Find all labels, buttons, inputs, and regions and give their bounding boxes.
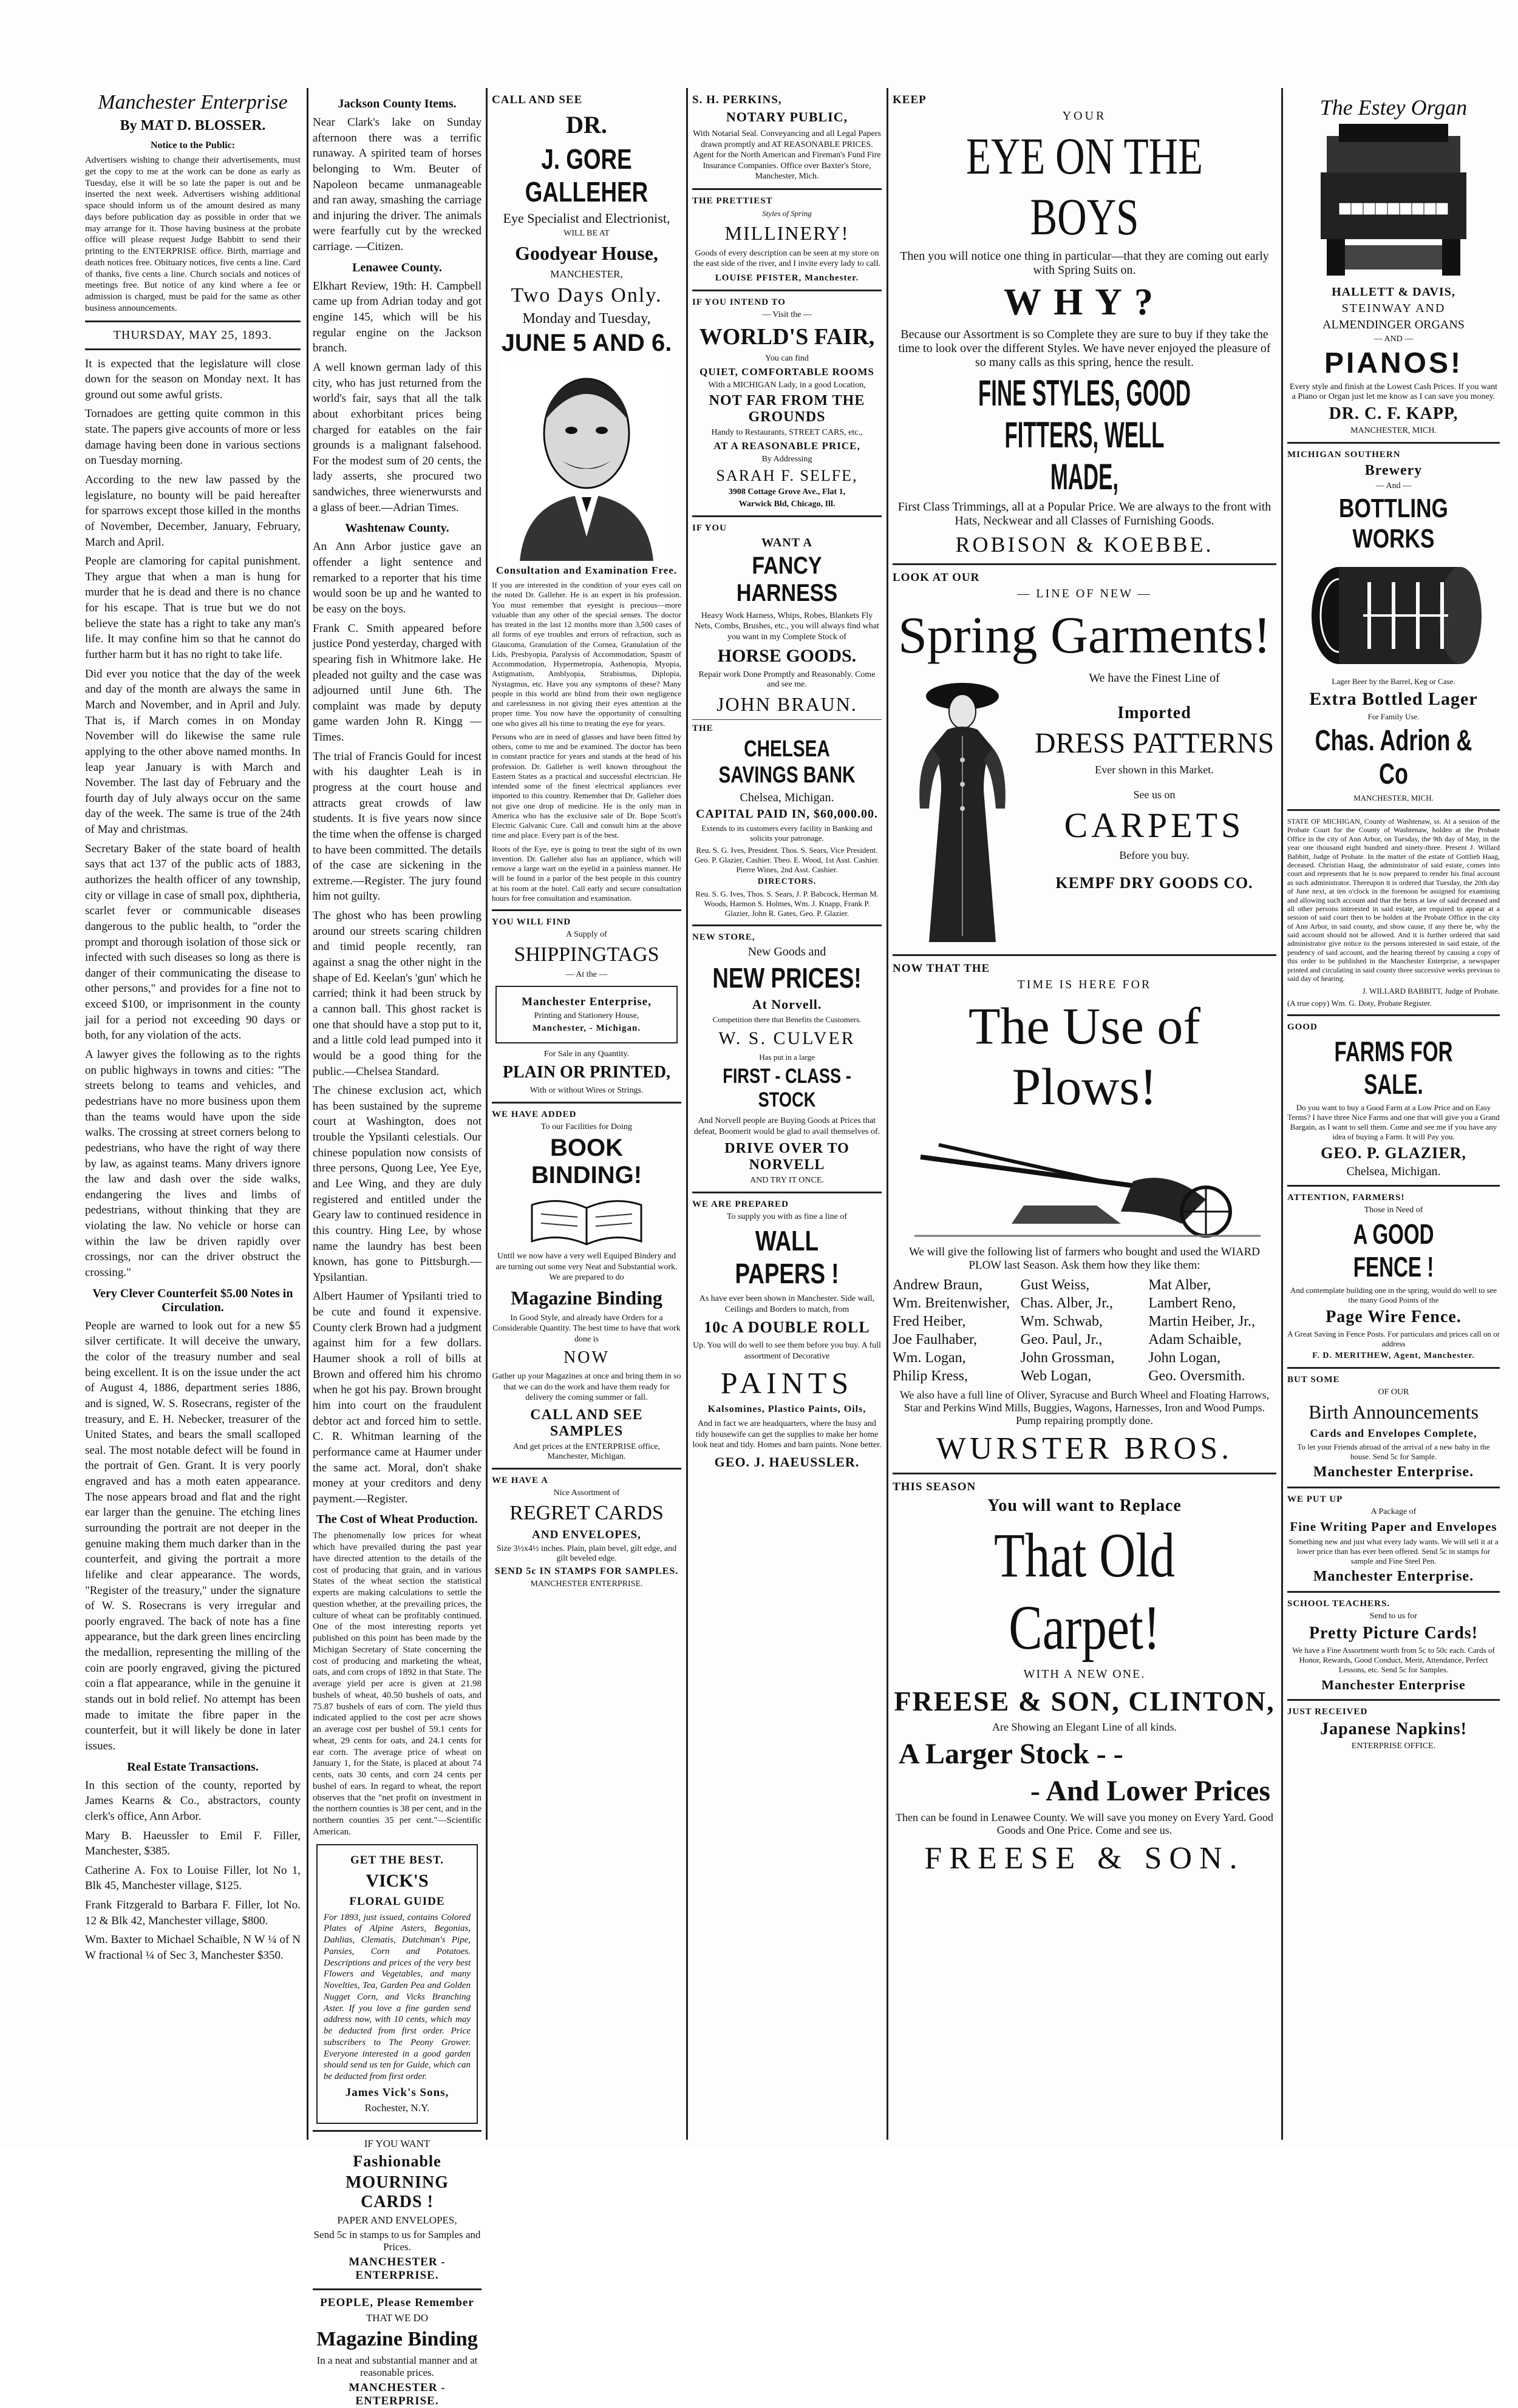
napkin-pre: JUST RECEIVED <box>1287 1707 1368 1717</box>
fair-handy: Handy to Restaurants, STREET CARS, etc., <box>711 427 863 437</box>
glazier-city: Chelsea, Michigan. <box>1346 1165 1441 1179</box>
mourning-small: Send 5c in stamps to us for Samples and Prices. <box>313 2228 481 2253</box>
store-pre: NEW STORE, <box>692 932 755 942</box>
dateline: THURSDAY, MAY 25, 1893. <box>113 328 273 342</box>
brew-and: — And — <box>1375 481 1412 490</box>
regret-env: AND ENVELOPES, <box>532 1528 641 1541</box>
tags-strings: With or without Wires or Strings. <box>529 1086 644 1095</box>
dates-line2: JUNE 5 AND 6. <box>501 330 672 356</box>
vick-sign: James Vick's Sons, <box>345 2086 449 2099</box>
bank-capital: CAPITAL PAID IN, $60,000.00. <box>695 807 879 821</box>
vick-subtitle: FLORAL GUIDE <box>349 1894 445 1908</box>
tags-title: SHIPPINGTAGS <box>514 943 659 966</box>
spring-imported: Imported <box>1117 704 1191 722</box>
school-text: We have a Fine Assortment worth from 5c to 50c each. Cards of Honor, Rewards, Good Conduct, Merit, Attendance, Perfect Lessons, etc. Send 5c for Samples. <box>1292 1646 1495 1675</box>
paper-sub: To supply you with as fine a line of <box>726 1212 848 1221</box>
bottling-title: BOTTLING WORKS <box>1339 493 1448 554</box>
birth-pre: BUT SOME <box>1287 1375 1340 1385</box>
mourning-pre: IF YOU WANT <box>364 2137 431 2149</box>
organ-illustration <box>1302 124 1485 282</box>
bind-text2: In Good Style, and already have Orders for a Considerable Quantity. The best time to have that work done is <box>492 1313 681 1344</box>
harness-repair: Repair work Done Promptly and Reasonably. Come and see me. <box>698 670 876 689</box>
harness-title: FANCY HARNESS <box>736 552 838 606</box>
glazier-name: GEO. P. GLAZIER, <box>1321 1144 1466 1162</box>
paper-text: As have ever been shown in Manchester. Side wall, Ceilings and Borders to match, from <box>699 1294 875 1314</box>
paper-title: WALL PAPERS ! <box>735 1225 839 1289</box>
people-sub: THAT WE DO <box>366 2311 429 2324</box>
lager-small: Lager Beer by the Barrel, Keg or Case. <box>1332 677 1455 686</box>
brew-pre: MICHIGAN SOUTHERN <box>1287 450 1401 460</box>
paragraph: People are clamoring for capital punishment. They argue that when a man is hung for murder that he is dead and there is no chance for his escape. That is true but we do not believe the state has a right to take any man's life. It may confine him so that he cannot do further harm but it has no right to take life. <box>85 555 301 662</box>
consultation-text2: Persons who are in need of glasses and have been fitted by others, come to me and be examined. The doctor has been in constant practice for years and stands at the head of his profession. Dr. Galleher is well known throughout the Eastern States as a practical and successful electrician. He intended some of the finest electrical appliances ever imported to this country. Remember that Dr. Galleher does not give one drop of medicine. He is the only man in America who has the exclusive sale of Dr. Bope Scott's Electric Galvanic Cure. Call and consult him at the above time and place. Every part is of the best. <box>492 731 681 840</box>
birth-sub: OF OUR <box>1378 1388 1409 1397</box>
fair-addr: 3908 Cottage Grove Ave., Flat 1, <box>728 487 846 497</box>
farmer-name: Wm. Breitenwisher, <box>893 1295 1010 1311</box>
napkin-place: ENTERPRISE OFFICE. <box>1351 1742 1436 1751</box>
paints-name: GEO. J. HAEUSSLER. <box>714 1454 860 1470</box>
goodyear-house: Goodyear House, <box>515 242 658 264</box>
consultation-heading: Consultation and Examination Free. <box>495 565 678 576</box>
season-label: THIS SEASON <box>893 1480 976 1493</box>
carpet-title: That Old Carpet! <box>993 1521 1176 1663</box>
regret-small: Size 3½x4½ inches. Plain, plain bevel, gilt edge, and gilt beveled edge. <box>496 1544 677 1563</box>
birth-cards: Cards and Envelopes Complete, <box>1310 1427 1477 1440</box>
robison-name: ROBISON & KOEBBE. <box>955 532 1214 557</box>
writing-sub: A Package of <box>1370 1507 1417 1517</box>
tags-sale: For Sale in any Quantity. <box>543 1050 630 1059</box>
vick-ad <box>316 1844 478 2124</box>
fair-not-far: NOT FAR FROM THE GROUNDS <box>709 392 865 425</box>
bank-text: Extends to its customers every facility in Banking and solicits your patronage. <box>701 824 873 843</box>
writing-text: Something new and just what every lady wants. We will sell it at a lower price than has ever been offered. Send 5c in stamps for sample and Fine Steel Pen. <box>1288 1537 1499 1566</box>
lower-prices: - And Lower Prices <box>1030 1775 1270 1807</box>
real-estate-heading: Real Estate Transactions. <box>127 1760 259 1774</box>
almendinger: ALMENDINGER ORGANS <box>1322 318 1465 331</box>
farmer-name: Philip Kress, <box>893 1368 968 1384</box>
galleher-title: Eye Specialist and Electrionist, <box>503 211 670 226</box>
organ-title: The Estey Organ <box>1319 95 1468 120</box>
column-rule <box>486 88 488 2140</box>
doctor-portrait-illustration <box>502 361 672 561</box>
regret-sub: Nice Assortment of <box>553 1488 620 1497</box>
paragraph: It is expected that the legislature will close down for the season on Monday next. It has ground out some awful grists. <box>85 357 301 401</box>
adrion-city: MANCHESTER, MICH. <box>1353 793 1434 802</box>
extra-lager: Extra Bottled Lager <box>1309 689 1478 709</box>
byline: By MAT D. BLOSSER. <box>120 118 266 134</box>
bank-directors: Reu. S. G. Ives, Thos. S. Sears, J. P. Babcock, Herman M. Woods, Harmon S. Holmes, Wm. J. Knapp, Frank P. Glazier, John R. Gates, Geo. P. Glazier. <box>695 889 879 918</box>
consultation-text: If you are interested in the condition of your eyes call on the noted Dr. Galleher. He is an expert in his profession. You must remember that eyesight is precious—more valuable than any other of the special senses. The doctor has treated in the last 12 months more than 3,500 cases of all forms of eye troubles and errors of refraction, such as Glaucoma, Granulation of the Cornea, Granulation of the Lids, Presbyopia, Paralysis of Accommodation, Spasm of Accommodation, Hypermetropia, Asthenopia, Myopia, Astigmatism, Amblyopia, Strabismus, Diplopia, Nystagmus, etc. Have you any symptoms of these? Many people in this world are blind from their own negligence and carelessness in not giving their eyes attention at the proper time. You now have the opportunity of consulting one who gives all his time to treating the eye for years. <box>492 580 681 728</box>
school-title: Pretty Picture Cards! <box>1309 1624 1479 1643</box>
paragraph: Near Clark's lake on Sunday afternoon there was a terrific runaway. A spirited team of horses belonging to Wm. Beuter of Napoleon became unmanageable and ran away, smashing the carriage and injuring the driver. The animals were fearfully cut by the wrecked carriage. —Citizen. <box>313 116 482 254</box>
freese-sign: FREESE & SON. <box>924 1841 1245 1876</box>
farmer-name: Wm. Logan, <box>893 1350 966 1366</box>
wheat-heading: The Cost of Wheat Production. <box>316 1513 478 1527</box>
paper-roll: 10c A DOUBLE ROLL <box>704 1318 870 1336</box>
bind-prices: And get prices at the ENTERPRISE office, Manchester, Michigan. <box>513 1442 660 1461</box>
plow-illustration <box>902 1121 1267 1242</box>
spring-see: See us on <box>1133 789 1176 801</box>
mourning-title1: Fashionable <box>353 2152 441 2170</box>
call-and-see: CALL AND SEE <box>492 93 583 106</box>
regret-send: SEND 5c IN STAMPS FOR SAMPLES. <box>494 1565 679 1576</box>
bind-pre: WE HAVE ADDED <box>492 1110 577 1119</box>
will-be-at: WILL BE AT <box>563 229 610 238</box>
counterfeit-heading: Very Clever Counterfeit $5.00 Notes in Circulation. <box>92 1286 293 1314</box>
estate-item: Wm. Baxter to Michael Schaible, N W ¼ of N W fractional ¼ of Sec 3, Manchester $350. <box>85 1933 301 1962</box>
column-rule <box>686 88 688 2140</box>
vick-body: For 1893, just issued, contains Colored Plates of Alpine Asters, Begonias, Dahlias, Clematis, Dutchman's Pipe, Pansies, Corn and Potatoes. Descriptions and prices of the very best Flowers and Vegetables, and many Novelties, Tea, Garden Pea and Golden Nugget Corn, and Vicks Branching Aster. If you love a fine garden send address now, with 10 cents, which may be deducted from first order. Price subscribers to The Peony Grower. Everyone interested in a good garden should send us ten for Guide, which can be deducted from first order. <box>324 1912 471 2082</box>
notary-title: NOTARY PUBLIC, <box>726 109 848 124</box>
paper-pre: WE ARE PREPARED <box>692 1199 789 1209</box>
vick-get: GET THE BEST. <box>350 1853 444 1867</box>
fair-price: AT A REASONABLE PRICE, <box>713 439 860 452</box>
paints-sub: Kalsomines, Plastico Paints, Oils, <box>707 1404 866 1414</box>
fine-title: FINE STYLES, GOOD FITTERS, WELL MADE, <box>978 373 1191 497</box>
look-label: LOOK AT OUR <box>893 571 980 584</box>
line-label: — LINE OF NEW — <box>1017 587 1152 600</box>
birth-place: Manchester Enterprise. <box>1313 1464 1474 1480</box>
adrion-name: Chas. Adrion & Co <box>1315 725 1472 790</box>
steinway: STEINWAY AND <box>1341 302 1446 315</box>
millinery-sub: Styles of Spring <box>762 208 812 218</box>
why-text: Because our Assortment is so Complete they are sure to buy if they take the time to look over the different Styles. We have never enjoyed the pleasure of so many calls as this spring, hence the result. <box>898 328 1271 369</box>
fair-lady: With a MICHIGAN Lady, in a good Location, <box>708 380 866 390</box>
elegant-line: Are Showing an Elegant Line of all kinds. <box>992 1721 1177 1733</box>
farmer-name: Web Logan, <box>1020 1368 1092 1384</box>
eye-title: EYE ON THE BOYS <box>965 127 1203 246</box>
harness-goods: HORSE GOODS. <box>717 646 857 666</box>
masthead: Manchester Enterprise <box>98 91 288 114</box>
farmer-name: John Grossman, <box>1020 1350 1115 1366</box>
washtenaw-heading: Washtenaw County. <box>345 521 449 535</box>
paragraph: According to the new law passed by the legislature, no bounty will be paid hereafter for sparrows except those killed in the months of November, December, January, February, March and April. <box>85 473 301 549</box>
bank-city: Chelsea, Michigan. <box>740 791 834 804</box>
farms-pre: GOOD <box>1287 1022 1318 1033</box>
perkins-name: S. H. PERKINS, <box>692 93 782 106</box>
box-city: Manchester, - Michigan. <box>532 1023 641 1033</box>
school-sub: Send to us for <box>1369 1612 1418 1621</box>
mourning-title2: MOURNING CARDS ! <box>345 2172 449 2211</box>
regret-place: MANCHESTER ENTERPRISE. <box>530 1579 643 1589</box>
mourning-place: MANCHESTER - ENTERPRISE. <box>349 2255 446 2282</box>
two-days: Two Days Only. <box>511 284 662 307</box>
page-text: A Great Saving in Fence Posts. For particulars and prices call on or address <box>1287 1329 1500 1349</box>
fair-city: Warwick Bld, Chicago, Ill. <box>738 499 836 509</box>
plows-list-intro: We will give the following list of farmers who bought and used the WIARD PLOW last Season. Ask them how they like them: <box>908 1246 1261 1272</box>
fence-sub: Those in Need of <box>1364 1206 1423 1215</box>
plows-now: NOW THAT THE <box>893 962 990 975</box>
notice-text: Advertisers wishing to change their advertisements, must get the copy to me at the work can be done as early as Tuesday, else it will be so late the paper is out and be inserted the next week. Advertisers wishing additional space should inform us of the amount desired as many days before publication day as possible in order that we may arrange for it. Those having business at the probate office will please request Judge Babbitt to send their printing to the ENTERPRISE office. Birth, marriage and death notices free. Obituary notices, five cents a line. Card of thanks, five cents a line. Church socials and notices of meetings free. But notice of any kind where a fee or admission is charged, must be paid for the same as other business announcements. <box>85 155 301 313</box>
paragraph: The ghost who has been prowling around our streets scaring children and timid people recently, ran against a snag the other night in the shape of Ed. Keelan's 'gun' which he carried; think it had been struck by a cannon ball. This ghost racket is one that should have a stop put to it, and a little cold lead pumped into it would be a good thing for the public.—Chelsea Standard. <box>313 909 482 1078</box>
paragraph: Secretary Baker of the state board of health says that act 137 of the public acts of 1883, authorizes the health officer of any township, city or village in case of small pox, diphtheria, scarlet fever or communicable diseases dangerous to the public health, to "order the prompt and thorough isolation of those sick or infected with such diseases so long as there is danger of their communicating the disease to other persons," and provides for a fine not to exceed $100, or imprisonment in the county jail for a period not exceeding 90 days or both, for any violation of the acts. <box>85 842 301 1042</box>
store-comp: Competition there that Benefits the Customers. <box>712 1015 862 1024</box>
harness-want: WANT A <box>761 535 812 549</box>
probate-copy: (A true copy) Wm. G. Doty, Probate Register. <box>1287 999 1432 1008</box>
people-small: In a neat and substantial manner and at reasonable prices. <box>316 2354 478 2378</box>
fair-by: By Addressing <box>761 454 812 464</box>
fence-title: A GOOD FENCE ! <box>1353 1218 1434 1283</box>
farmer-name: Geo. Paul, Jr., <box>1020 1332 1103 1348</box>
birth-title: Birth Announcements <box>1309 1401 1479 1423</box>
stock-text: And Norvell people are Buying Goods at Prices that defeat, Boomerit would be glad to avail themselves of. <box>693 1116 880 1136</box>
replace-label: You will want to Replace <box>987 1496 1182 1515</box>
probate-notice: STATE OF MICHIGAN, County of Washtenaw, ss. At a session of the Probate Court for the County of Washtenaw, holden at the Probate Office in the city of Ann Arbor, on Tuesday, the 9th day of May, in the year one thousand eight hundred and ninety-three. Present J. Willard Babbitt, Judge of Probate. In the matter of the estate of Gottlieb Haag, deceased. Christian Haag, the administrator of said estate, comes into court and represents that he is now prepared to render his final account as such administrator. Thereupon it is ordered that Tuesday, the 20th day of June next, at ten o'clock in the forenoon be assigned for examining and allowing such account and that the heirs at law of said deceased and all other persons interested in said estate, are required to appear at a session of said court then to be holden at the Probate Office in the city of Ann Arbor, in said county, and show cause, if any there be, why the said account should not be allowed. And it is further ordered that said administrator give notice to the persons interested in said estate, of the pendency of said account, and the hearing thereof by causing a copy of this order to be published in the Manchester Enterprise, a newspaper printed and circulating in said county three successive weeks previous to said day of hearing. <box>1287 817 1500 983</box>
open-book-icon <box>526 1193 647 1247</box>
paragraph: An Ann Arbor justice gave an offender a light sentence and remarked to a reporter that his time would soon be up and he wanted to be easy on the boys. <box>313 540 482 616</box>
paints-text: And in fact we are headquarters, where the busy and tidy housewife can get the supplies to make her home look neat and tidy. Homes and barn paints. None better. <box>692 1419 882 1450</box>
store-sub: New Goods and <box>747 945 826 958</box>
brewery: Brewery <box>1364 463 1423 478</box>
people-pre: PEOPLE, Please Remember <box>320 2296 474 2309</box>
farmer-name: Gust Weiss, <box>1020 1277 1090 1293</box>
millinery-title: MILLINERY! <box>724 222 849 244</box>
why-label: WHY? <box>1004 282 1165 323</box>
paragraph: A well known german lady of this city, who has just returned from the world's fair, says that all the talk about exhorbitant prices being charged for eatables on the fair grounds is a malignant falsehood. For the modest sum of 20 cents, the lady asserts, she procured two sandwiches, three wienerwursts and a glass of beer.—Adrian Times. <box>313 361 482 514</box>
column-1 <box>85 91 301 2137</box>
farmer-name: Fred Heiber, <box>893 1314 966 1329</box>
harness-name: JOHN BRAUN. <box>716 693 857 715</box>
paragraph: People are warned to look out for a new $5 silver certificate. It will deceive the unwary, the color of the treasury number and seal being excellent. It is on the issue under the act of August 4, 1886, department series 1886, and is signed, W. S. Rosecrans, register of the treasury, and E. H. Nebecker, treasurer of the United States, and bears the small scalloped seal. The most notable defect will be found in the portrait of Gen. Grant. It is very poorly engraved and has a moth eaten appearance. The nose appears broad and flat and the right ear larger than the genuine. The etching lines surrounding the portrait are not deeper in the genuine making them much darker than in the counterfeit, and giving the portrait a more lifelike and clear appearance. The words, "Register of the treasury," under the signature of W. S. Rosecrans is very irregular and poorly engraved. The back of note has a fine appearance, but the dark green lines encircling the medallion, representing the milling of the coin are poorly engraved, giving the pictured coin a flat appearance, while in the genuine it stands out in bold relief. No attempt has been made to imitate the fibre paper in the counterfeit, but it will likely be done in later issues. <box>85 1319 301 1752</box>
hallett: HALLETT & DAVIS, <box>1332 285 1455 299</box>
writing-pre: WE PUT UP <box>1287 1494 1343 1505</box>
fence-pre: ATTENTION, FARMERS! <box>1287 1193 1405 1203</box>
paragraph: The chinese exclusion act, which has been sustained by the supreme court at Washington, does not trouble the Ypsilanti celestials. Our chinese population now consists of three persons, Quong Lee, Yee Eye, and Lee Wing, and they are duly registered and entitled under the Geary law to continued residence in this country. Hing Lee, by whose name the laundry has best been known, has gone to Pittsburgh.—Ypsilantian. <box>313 1084 482 1284</box>
store-title: NEW PRICES! <box>712 962 862 994</box>
galleher-name: J. GORE GALLEHER <box>525 143 648 208</box>
paragraph: Frank C. Smith appeared before justice Pond yesterday, charged with spearing fish in Whitmore lake. He pleaded not guilty and the case was adjourned until June 6th. The complaint was made by deputy game warden John R. Kingg —Times. <box>313 622 482 744</box>
millinery-text: Goods of every description can be seen at my store on the east side of the river, and I invite every lady to call. <box>693 248 881 268</box>
town: MANCHESTER, <box>550 268 623 280</box>
spring-shown: Ever shown in this Market. <box>1095 764 1214 776</box>
bind-call: CALL AND SEE SAMPLES <box>530 1406 643 1439</box>
farmer-name: Mat Alber, <box>1148 1277 1211 1293</box>
paints-title: PAINTS <box>720 1366 854 1400</box>
stock-try: AND TRY IT ONCE. <box>750 1176 824 1185</box>
farmer-name: Lambert Reno, <box>1148 1295 1236 1311</box>
family-use: For Family Use. <box>1367 712 1420 721</box>
consultation-text3: Roots of the Eye, eye is going to treat the sight of its own invention. Dr. Galleher also has an appliance, which will remove a large wart on the eyelid in a painless manner. He will be found in a parlor of the best people in this country at his room at the hotel. Call early and secure consultation hours for free consultation and examination. <box>492 844 681 903</box>
paragraph: Did ever you notice that the day of the week and day of the month are always the same in March and November, and in April and July. That is, if March comes in on Monday November will do likewise the same rule applying to the other above named months. In leap year January is with March and November. The last day of February and the fourth day of July always occur on the same day of the week. The same is true of the 24th of May and christmas. <box>85 667 301 836</box>
bank-title: CHELSEA SAVINGS BANK <box>718 736 856 788</box>
fair-title: WORLD'S FAIR, <box>699 324 875 350</box>
spring-kempf: KEMPF DRY GOODS CO. <box>1055 874 1253 892</box>
estate-item: Catherine A. Fox to Louise Filler, lot No 1, Blk 45, Manchester village, $125. <box>85 1864 301 1893</box>
perkins-text: With Notarial Seal. Conveyancing and all Legal Papers drawn promptly and AT REASONABLE PRICES. Agent for the North American and Fireman's Fund Fire Insurance Companies. Office over Baxter's Store, Manchester, Mich. <box>693 129 881 181</box>
box-name: Manchester Enterprise, <box>522 995 652 1008</box>
stock-title: FIRST - CLASS - STOCK <box>723 1065 851 1111</box>
spring-body <box>893 669 1276 948</box>
store-at: At Norvell. <box>752 997 822 1012</box>
bind-text: Until we now have a very well Equiped Bindery and are turning out some very Neat and Substantial work. We are prepared to do <box>495 1252 678 1282</box>
millinery-name: LOUISE PFISTER, Manchester. <box>715 273 859 283</box>
lady-garment-illustration <box>893 669 1032 948</box>
notice-heading: Notice to the Public: <box>150 140 236 151</box>
bank-the: THE <box>692 724 713 733</box>
freese-clinton: FREESE & SON, CLINTON, <box>894 1686 1275 1717</box>
paragraph: A lawyer gives the following as to the rights on public highways in towns and cities: "The streets belong to teams and vehicles, and pedestrians have no more business upon them than the teams would have upon the side walks. The crossing at street corners belong to pedestrians, who have the right of way there by law, as against teams. Many drivers ignore the law and dash over the side walks, endangering the lives and limbs of pedestrians, without thinking that they are violating the law. No vehicle or horse can within the law be driven rapidly over crossings, nor can the driver obstruct the crossing." <box>85 1048 301 1280</box>
mourning-sub: PAPER AND ENVELOPES, <box>337 2214 457 2226</box>
spring-before: Before you buy. <box>1119 849 1190 861</box>
new-one: WITH A NEW ONE. <box>1023 1667 1146 1681</box>
bind-text3: Gather up your Magazines at once and bring them in so that we can do the work and have them ready for delivery the coming summer or fall. <box>492 1372 681 1402</box>
paragraph: Elkhart Review, 19th: H. Campbell came up from Adrian today and got engine 145, which will be his regular engine on the Jackson branch. <box>313 279 482 355</box>
larger-stock: A Larger Stock - - <box>899 1738 1123 1770</box>
fair-pre: IF YOU INTEND TO <box>692 297 786 307</box>
dr-label: DR. <box>566 111 607 138</box>
farmer-name: Martin Heiber, Jr., <box>1148 1314 1255 1329</box>
pianos-text: Every style and finish at the Lowest Cash Prices. If you want a Piano or Organ just let me know as I can save you money. <box>1289 382 1498 401</box>
tags-at: — At the — <box>565 970 608 979</box>
farmer-name: Andrew Braun, <box>893 1277 982 1293</box>
paragraph: Albert Haumer of Ypsilanti tried to be cute and found it expensive. County clerk Brown had a judgment against him for a few dollars. Haumer shook a roll of bills at Brown and offered him his chromo when he got his pay. Brown brought him into court on the fraudulent debtor act and forced him to settle. C. R. Whitman learning of the performance came at Haumer under the same act. Moral, don't shake money at your creditors and deny payment.—Register. <box>313 1290 482 1505</box>
probate-sign: J. WILLARD BABBITT, Judge of Probate. <box>1362 986 1500 996</box>
paragraph: The trial of Francis Gould for incest with his daughter Leah is in progress at the court house and attracts great crowds of law students. It is five years now since the time when the offense is charged to have been committed. The details of the case are sickening in the extreme.—Register. The jury found him not guilty. <box>313 750 482 903</box>
school-place: Manchester Enterprise <box>1321 1677 1466 1693</box>
barrel-illustration <box>1302 558 1485 673</box>
merithew: F. D. MERITHEW, Agent, Manchester. <box>1312 1351 1475 1361</box>
fair-visit: — Visit the — <box>762 310 812 319</box>
kapp-name: DR. C. F. KAPP, <box>1329 404 1458 423</box>
vick-city: Rochester, N.Y. <box>364 2101 430 2114</box>
paragraph: The phenomenally low prices for wheat which have prevailed during the past year have directed attention to the details of the cost of producing that grain, and in various States of the wheat section the statistical experts are making calculations to settle the question whether, at the prevailing prices, the culture of wheat can be profitably continued. One of the most interesting reports yet published on this point has been made by the Michigan Secretary of State concerning the cost of producing and marketing the wheat, oats, and corn crops of 1892 in that State. The average yield per acre is given at 21.98 bushels of wheat, 40.50 bushels of oats, and 75.87 bushels of ears of corn. The yield thus indicated applied to the cost per acre shows an average cost per bushel of 59.1 cents for wheat, 29 cents for oats, and 24.1 cents for ear corn. The average price of wheat on January 1, for the State, is placed at about 74 cents, oats 30 cents, and corn 24 cents per bushel of ears. In regard to wheat, the report observes that the "net profit on investment in the northern counties is 38 per cent, and in the northern counties 35 per cent."—Scientific American. <box>313 1531 482 1837</box>
spring-carpets: CARPETS <box>1064 805 1245 845</box>
spring-dress: DRESS PATTERNS <box>1034 727 1275 759</box>
enterprise-box <box>495 986 678 1043</box>
fence-text: And contemplate building one in the spring, would do well to see the many Good Points of the <box>1290 1286 1497 1305</box>
tags-supply: A Supply of <box>566 930 607 939</box>
tags-plain: PLAIN OR PRINTED, <box>502 1063 671 1082</box>
regret-pre: WE HAVE A <box>492 1475 548 1485</box>
bank-directors-heading: DIRECTORS. <box>757 877 817 886</box>
writing-title: Fine Writing Paper and Envelopes <box>1290 1519 1497 1535</box>
bind-sub: To our Facilities for Doing <box>541 1122 632 1131</box>
spring-finest: We have the Finest Line of <box>1089 671 1220 685</box>
stock-drive: DRIVE OVER TO NORVELL <box>724 1141 849 1173</box>
spring-title: Spring Garments! <box>898 606 1271 664</box>
farmer-name: Geo. Oversmith. <box>1148 1368 1245 1384</box>
dates-line1: Monday and Tuesday, <box>522 311 651 327</box>
column-4 <box>692 91 882 2137</box>
napkin-title: Japanese Napkins! <box>1320 1720 1467 1739</box>
farms-title: FARMS FOR SALE. <box>1334 1036 1453 1101</box>
column-2 <box>313 91 482 2407</box>
kapp-city: MANCHESTER, MICH. <box>1350 426 1437 435</box>
paragraph: Tornadoes are getting quite common in this state. The papers give accounts of more or less damage having been done in various sections on Tuesday morning. <box>85 407 301 467</box>
writing-place: Manchester Enterprise. <box>1313 1569 1474 1585</box>
pianos-title: PIANOS! <box>1324 347 1463 379</box>
bind-magazine: Magazine Binding <box>511 1286 662 1309</box>
farms-text: Do you want to buy a Good Farm at a Low Price and on Easy Terms? I have three Nice Farms and one that will give you a Grand Bargain, as I want to sell them. Come and see me if you have any idea of buying a Farm. It will Pay you. <box>1287 1103 1500 1142</box>
people-title: Magazine Binding <box>316 2327 478 2350</box>
estate-item: Mary B. Haeussler to Emil F. Filler, Manchester, $385. <box>85 1829 301 1858</box>
millinery-pre: THE PRETTIEST <box>692 195 773 206</box>
harness-text: Heavy Work Harness, Whips, Robes, Blankets Fly Nets, Combs, Brushes, etc., you will always find what you want in my Complete Stock of <box>695 611 879 642</box>
your-label: YOUR <box>1062 109 1107 123</box>
school-pre: SCHOOL TEACHERS. <box>1287 1599 1390 1609</box>
column-rule <box>307 88 308 2140</box>
column-rule <box>1281 88 1283 2140</box>
store-large: Has put in a large <box>759 1053 815 1062</box>
column-3 <box>492 91 681 2137</box>
bind-now: NOW <box>563 1348 610 1367</box>
harness-pre: IF YOU <box>692 523 727 533</box>
eye-then: Then you will notice one thing in particular—that they are coming out early with Spring Suits on. <box>900 249 1269 277</box>
keep-label: KEEP <box>893 93 927 106</box>
page-wire: Page Wire Fence. <box>1326 1307 1462 1327</box>
fair-name: SARAH F. SELFE, <box>716 466 858 484</box>
bind-title: BOOK BINDING! <box>531 1134 642 1189</box>
vick-title: VICK'S <box>366 1870 429 1891</box>
save-text: Then can be found in Lenawee County. We will save you money on Every Yard. Good Goods and One Price. Come and see us. <box>896 1811 1273 1836</box>
wurster-name: WURSTER BROS. <box>936 1431 1233 1466</box>
and-label: — AND — <box>1373 334 1414 344</box>
plows-time: TIME IS HERE FOR <box>1017 978 1152 991</box>
farmer-name: Adam Schaible, <box>1148 1332 1242 1348</box>
farmer-names <box>893 1276 1276 1385</box>
people-place: MANCHESTER - ENTERPRISE. <box>349 2381 446 2407</box>
bank-officers: Reu. S. G. Ives, President. Thos. S. Sears, Vice President. Geo. P. Glazier, Cashier. Theo. E. Wood, 1st Asst. Cashier. Pierre Wines, 2nd Asst. Cashier. <box>694 846 880 874</box>
regret-title: REGRET CARDS <box>509 1501 664 1524</box>
fair-rooms: QUIET, COMFORTABLE ROOMS <box>699 365 874 378</box>
estate-item: Frank Fitzgerald to Barbara F. Filler, lot No. 12 & Blk 42, Manchester village, $800. <box>85 1899 301 1927</box>
column-6 <box>1287 91 1500 2137</box>
farmer-name: Wm. Schwab, <box>1020 1314 1103 1329</box>
column-rule <box>887 88 888 2140</box>
store-name: W. S. CULVER <box>718 1028 856 1048</box>
fair-can: You can find <box>765 353 809 363</box>
box-sub: Printing and Stationery House, <box>534 1011 639 1020</box>
column-5 <box>893 91 1276 2137</box>
plows-title: The Use of Plows! <box>968 997 1201 1116</box>
birth-text: To let your Friends abroad of the arrival of a new baby in the house. Send 5c for Sample. <box>1297 1442 1490 1462</box>
paragraph: In this section of the county, reported by James Kearns & Co., abstractors, county clerk's office, Ann Arbor. <box>85 1779 301 1823</box>
jackson-heading: Jackson County Items. <box>338 97 457 110</box>
farmer-name: Chas. Alber, Jr., <box>1020 1295 1114 1311</box>
lenawee-heading: Lenawee County. <box>352 260 442 274</box>
paper-up: Up. You will do well to see them before you buy. A full assortment of Decorative <box>693 1341 881 1361</box>
plows-full: We also have a full line of Oliver, Syracuse and Burch Wheel and Floating Harrows, Star and Perkins Wind Mills, Buggies, Wagons, Harnesses, Iron and Wood Pumps. Pump repairing promptly done. <box>899 1389 1270 1426</box>
fine-text: First Class Trimmings, all at a Popular Price. We are always to the front with Hats, Neckwear and all Classes of Furnishing Goods. <box>897 500 1271 527</box>
farmer-name: Joe Faulhaber, <box>893 1332 977 1348</box>
tags-pre: YOU WILL FIND <box>492 917 571 927</box>
farmer-name: John Logan, <box>1148 1350 1220 1366</box>
